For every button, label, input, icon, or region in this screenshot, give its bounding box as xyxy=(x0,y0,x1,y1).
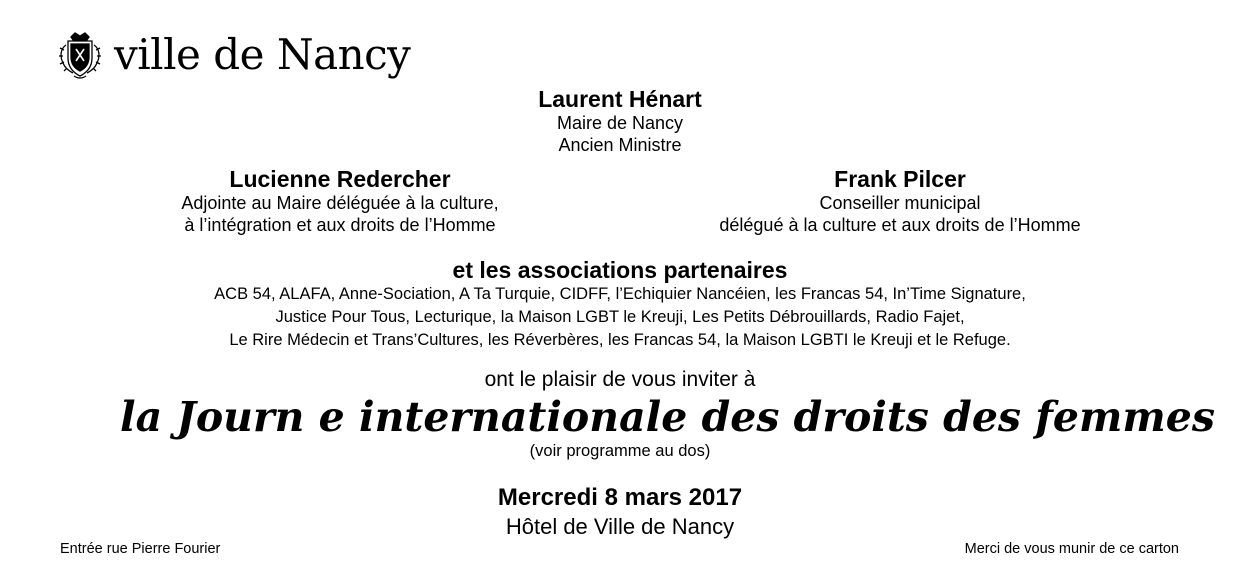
councillor-title-line-2: délégué à la culture et aux droits de l’Homme xyxy=(719,215,1081,235)
logo-text: ville de Nancy xyxy=(114,30,411,79)
program-note: (voir programme au dos) xyxy=(529,442,711,460)
invitation-text: ont le plaisir de vous inviter à xyxy=(484,368,756,391)
councillor-block xyxy=(640,166,1160,236)
event-venue: Hôtel de Ville de Nancy xyxy=(505,514,735,539)
associations-heading: et les associations partenaires xyxy=(452,257,788,283)
mayor-title: Maire de Nancy xyxy=(556,113,684,133)
nancy-coat-of-arms-icon xyxy=(58,30,102,80)
entrance-note: Entrée rue Pierre Fourier xyxy=(60,541,221,557)
associations-line-2: Justice Pour Tous, Lecturique, la Maison LGBT le Kreuji, Les Petits Débrouillards, Radio Fajet, xyxy=(275,308,965,326)
event-title: la Journ e internationale des droits des femmes xyxy=(120,393,1215,441)
event-date: Mercredi 8 mars 2017 xyxy=(497,484,743,511)
mayor-block xyxy=(420,86,820,156)
deputy-title-line-2: à l’intégration et aux droits de l’Homme xyxy=(184,215,496,235)
associations-line-1: ACB 54, ALAFA, Anne-Sociation, A Ta Turquie, CIDFF, l’Echiquier Nancéien, les Francas 54, In’Time Signature, xyxy=(214,285,1026,303)
councillor-name: Frank Pilcer xyxy=(834,166,966,192)
deputy-name: Lucienne Redercher xyxy=(229,166,451,192)
deputy-title-line-1: Adjointe au Maire déléguée à la culture, xyxy=(181,193,499,213)
city-logo xyxy=(58,28,438,86)
associations-block xyxy=(60,257,1180,352)
associations-line-3: Le Rire Médecin et Trans’Cultures, les Réverbères, les Francas 54, la Maison LGBTI le Kreuji et le Refuge. xyxy=(229,331,1011,349)
deputy-block xyxy=(100,166,580,236)
mayor-name: Laurent Hénart xyxy=(538,86,702,112)
mayor-former-title: Ancien Ministre xyxy=(558,135,682,155)
councillor-title-line-1: Conseiller municipal xyxy=(819,193,981,213)
card-note: Merci de vous munir de ce carton xyxy=(964,541,1179,557)
